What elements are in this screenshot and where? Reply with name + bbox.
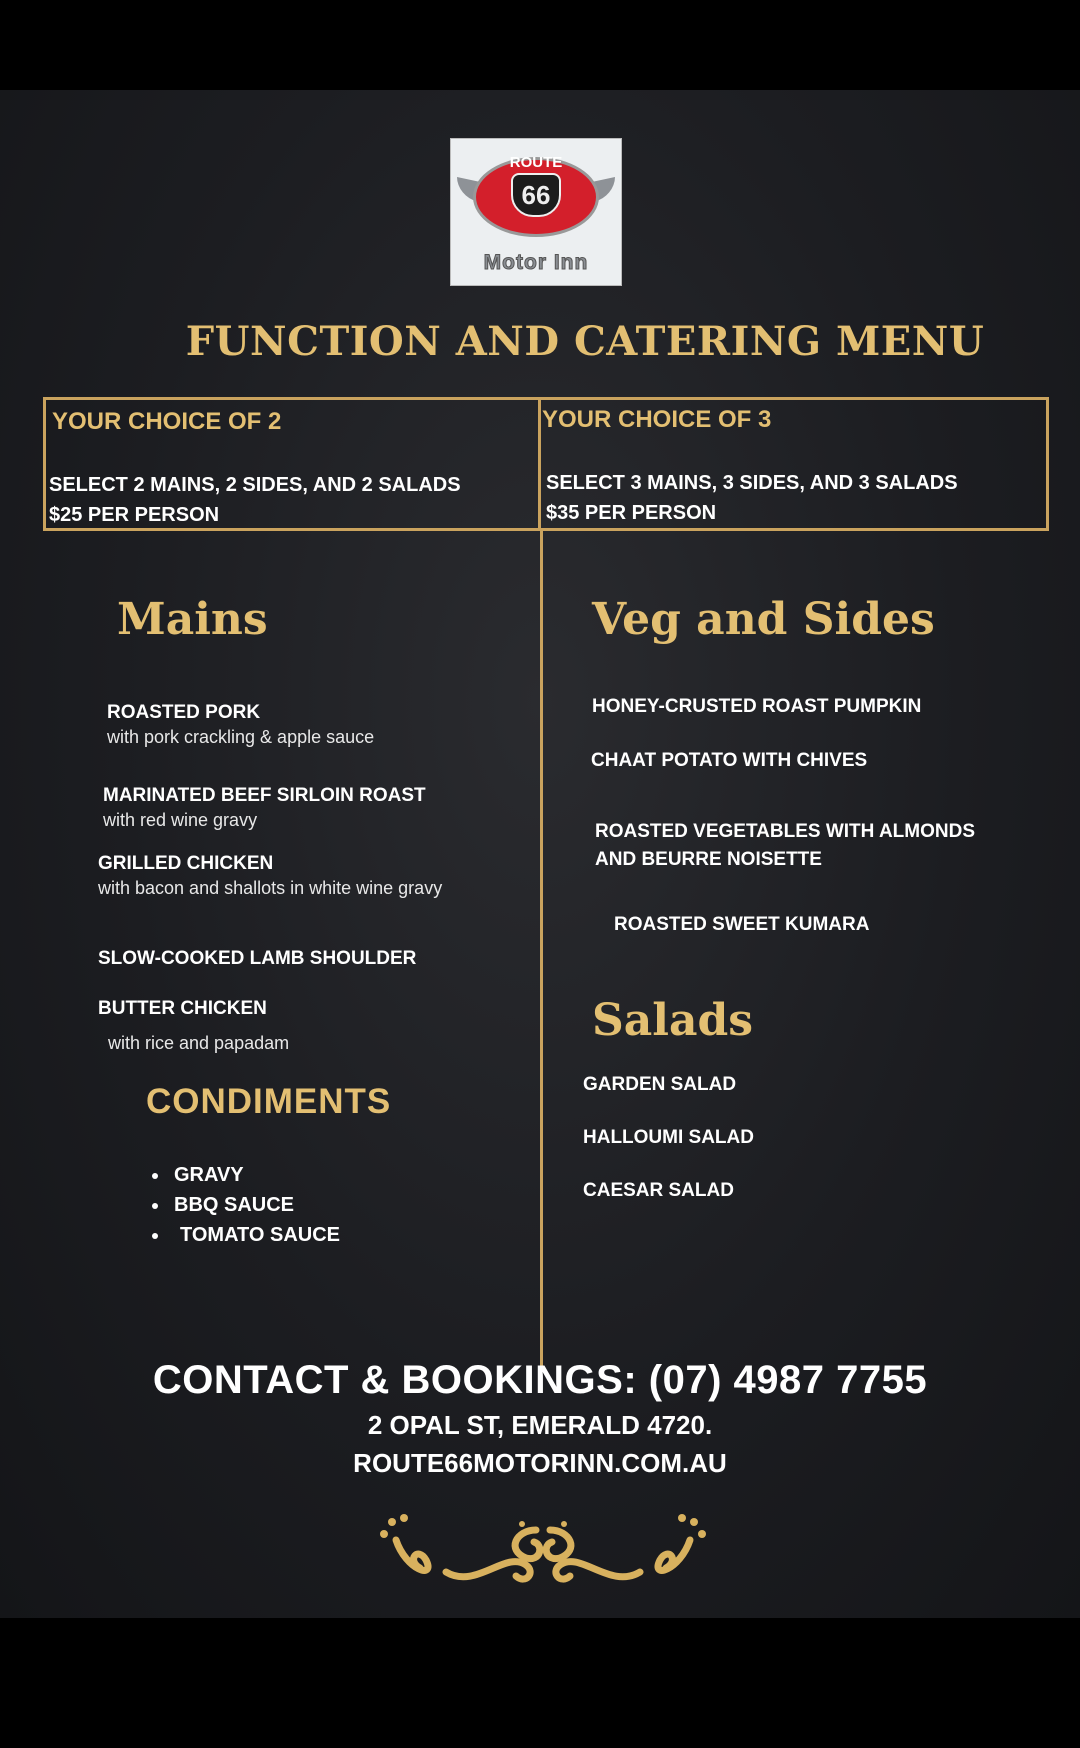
logo-shield-icon: 66	[511, 173, 561, 217]
salads-heading: Salads	[592, 995, 754, 1046]
main-item	[98, 948, 416, 970]
choice-3-title: YOUR CHOICE OF 3	[542, 406, 772, 433]
main-item-desc: with red wine gravy	[103, 810, 258, 830]
choice-3-price: $35 PER PERSON	[546, 502, 717, 524]
condiments-list	[150, 1160, 340, 1250]
main-item-desc: with rice and papadam	[108, 1033, 290, 1053]
column-divider	[540, 531, 543, 1366]
main-item-desc: with pork crackling & apple sauce	[107, 727, 375, 747]
main-item-name: BUTTER CHICKEN	[98, 998, 267, 1019]
side-item: ROASTED SWEET KUMARA	[614, 914, 870, 935]
page-title: FUNCTION AND CATERING MENU	[185, 318, 985, 365]
main-item	[98, 853, 468, 901]
choice-2-desc: SELECT 2 MAINS, 2 SIDES, AND 2 SALADS	[49, 474, 461, 496]
choice-2-price: $25 PER PERSON	[49, 504, 220, 526]
choice-divider	[538, 397, 541, 531]
main-item-desc: with bacon and shallots in white wine gravy	[98, 878, 443, 898]
main-item-name: GRILLED CHICKEN	[98, 853, 274, 874]
route-66-logo	[450, 138, 622, 286]
salad-item: CAESAR SALAD	[583, 1180, 734, 1201]
condiment-item: • GRAVY	[170, 1160, 340, 1190]
main-item-name: MARINATED BEEF SIRLOIN ROAST	[103, 785, 426, 806]
choice-3-details	[546, 468, 958, 528]
condiment-item: • BBQ SAUCE	[170, 1190, 340, 1220]
main-item	[103, 785, 426, 833]
main-item-name: ROASTED PORK	[107, 702, 261, 723]
condiment-item: • TOMATO SAUCE	[170, 1220, 340, 1250]
condiments-heading: CONDIMENTS	[146, 1082, 392, 1121]
choice-2-title: YOUR CHOICE OF 2	[52, 408, 282, 435]
address-line: 2 OPAL ST, EMERALD 4720.	[367, 1410, 713, 1440]
choice-2-details	[49, 470, 461, 530]
sides-heading: Veg and Sides	[592, 594, 935, 645]
salad-item: GARDEN SALAD	[583, 1074, 737, 1095]
contact-line: CONTACT & BOOKINGS: (07) 4987 7755	[152, 1358, 928, 1402]
logo-route-text: ROUTE	[509, 154, 563, 171]
main-item	[107, 702, 374, 750]
menu-poster	[0, 90, 1080, 1618]
mains-heading: Mains	[117, 594, 268, 645]
main-item	[98, 998, 289, 1056]
main-item-name: SLOW-COOKED LAMB SHOULDER	[98, 948, 417, 969]
website-link[interactable]: ROUTE66MOTORINN.COM.AU	[353, 1448, 727, 1478]
side-item: HONEY-CRUSTED ROAST PUMPKIN	[592, 696, 922, 717]
choice-3-desc: SELECT 3 MAINS, 3 SIDES, AND 3 SALADS	[546, 472, 958, 494]
side-item: CHAAT POTATO WITH CHIVES	[591, 750, 868, 771]
side-item: ROASTED VEGETABLES WITH ALMONDS AND BEURRE NOISETTE	[595, 821, 975, 870]
salad-item: HALLOUMI SALAD	[583, 1127, 754, 1148]
logo-motor-inn-text: Motor Inn	[483, 251, 589, 274]
gold-scroll-ornament-icon	[376, 1510, 710, 1600]
